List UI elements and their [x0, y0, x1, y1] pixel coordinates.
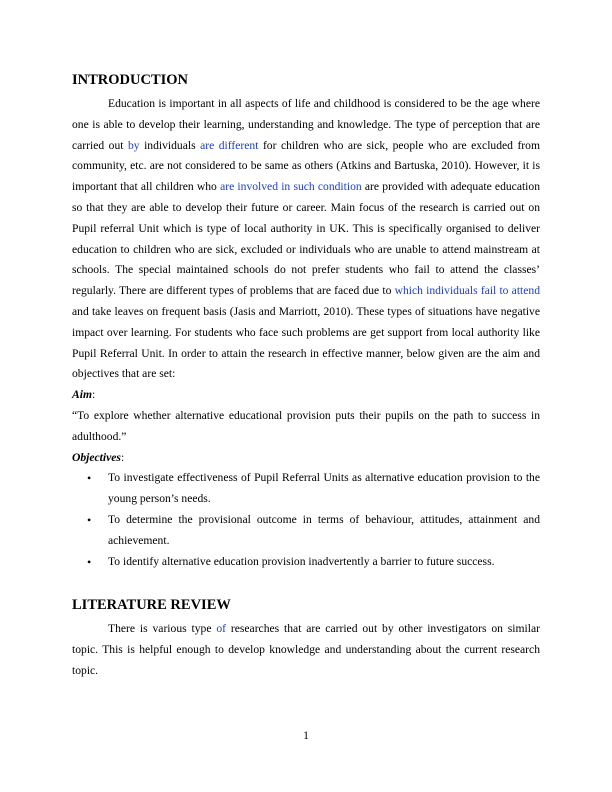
intro-text-3: for children who are sick, people who are excluded from community, etc. are not considered to be same as others (Atkins and Bartuska, 2010). However, it is important that all children who [72, 138, 540, 194]
intro-highlight-3: are involved in such condition [220, 180, 362, 194]
page-number: 1 [303, 729, 309, 742]
introduction-paragraph [72, 94, 540, 385]
objectives-list [72, 468, 540, 572]
lit-highlight-1: of [216, 622, 227, 636]
aim-label: Aim [72, 388, 92, 402]
introduction-heading: INTRODUCTION [72, 72, 189, 88]
intro-highlight-4: which individuals fail to attend [394, 284, 540, 298]
literature-review-heading: LITERATURE REVIEW [72, 597, 231, 614]
intro-text-2: individuals [139, 138, 201, 152]
intro-text-5: and take leaves on frequent basis (Jasis and Marriott, 2010). These types of situations have negative impact over learning. For students who face such problems are get support from local authority like Pupil Referral Unit. In order to attain the research in effective manner, below given are the aim and objectives that are set: [72, 304, 540, 381]
lit-text-2: researches that are carried out by other investigators on similar topic. This is helpful enough to develop knowledge and understanding about the current research topic. [72, 622, 540, 677]
intro-highlight-2: are different [200, 138, 259, 152]
objective-item: • To determine the provisional outcome in terms of behaviour, attitudes, attainment and achievement. [72, 510, 540, 552]
objective-item: • To identify alternative education provision inadvertently a barrier to future success. [72, 552, 540, 573]
objective-item: • To investigate effectiveness of Pupil Referral Units as alternative education provision to the young person’s needs. [72, 468, 540, 510]
literature-review-paragraph [72, 619, 540, 681]
intro-text-1: Education is important in all aspects of life and childhood is considered to be the age where one is able to develop their learning, understanding and knowledge. The type of perception that are carried out [72, 97, 540, 152]
page-content [72, 70, 540, 682]
lit-text-1: There is various type [108, 622, 217, 636]
objectives-label: Objectives [72, 450, 121, 464]
aim-text: “To explore whether alternative educational provision puts their pupils on the path to success in adulthood.” [72, 408, 540, 443]
objectives-label-line: Objectives: [72, 450, 125, 464]
intro-text-4: are provided with adequate education so that they are able to develop their future or career. Main focus of the research is carried out on Pupil referral Unit which is type of local authority in UK. This is specifically organised to deliver education to children who are sick, excluded or individuals who are unable to attend mainstream at schools. The special maintained schools do not prefer students who fail to attend the classes’ regularly. There are different types of problems that are faced due to [72, 180, 540, 298]
aim-label-line: Aim: [72, 388, 96, 402]
intro-highlight-1: by [127, 138, 140, 152]
